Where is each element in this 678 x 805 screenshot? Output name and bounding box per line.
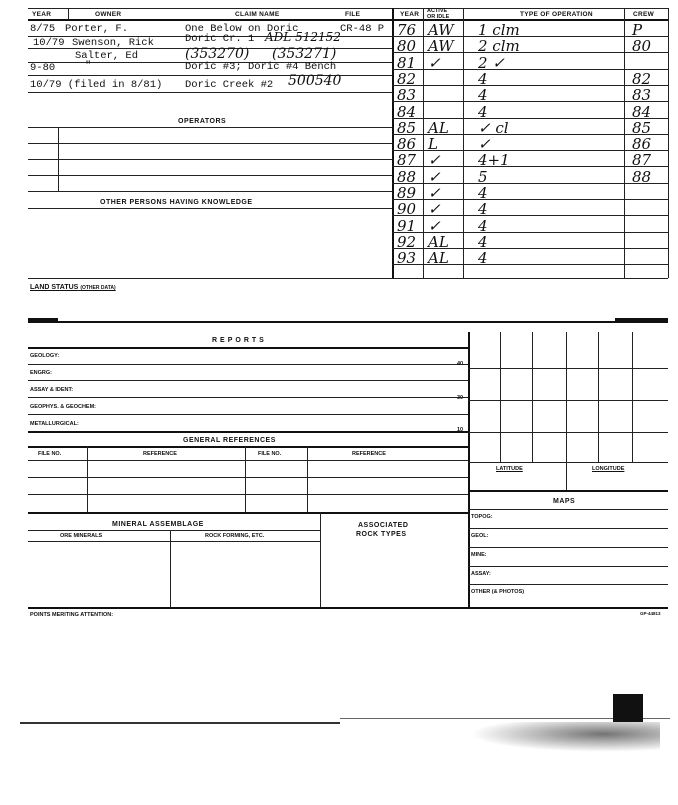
- map-row-assay: ASSAY:: [471, 571, 491, 577]
- activity-type: 5: [478, 168, 488, 186]
- owner-row-claim: Doric Creek #2: [185, 79, 274, 91]
- section-rule: [468, 490, 668, 492]
- row-rule: [28, 208, 392, 209]
- col-rule: [463, 8, 464, 278]
- row-rule: [468, 528, 668, 529]
- activity-year: 82: [397, 70, 417, 88]
- activity-year: 86: [397, 135, 417, 153]
- activity-type: 4+1: [478, 151, 510, 169]
- activity-status: ✓: [428, 184, 441, 202]
- rock-types-label: ROCK TYPES: [356, 531, 407, 538]
- col-rule: [668, 8, 669, 278]
- owner-row-claim: Doric Cr. 1: [185, 33, 255, 45]
- row-rule: [28, 143, 392, 144]
- activity-type: 4: [478, 86, 488, 104]
- owner-row-claim: One Below on Doric: [185, 23, 299, 35]
- row-rule: [28, 191, 392, 192]
- activity-crew: P: [632, 21, 643, 39]
- activity-status: ✓: [428, 54, 441, 72]
- scan-smudge: [470, 722, 660, 752]
- owner-row-owner: Swenson, Rick: [72, 37, 154, 49]
- activity-rule: [392, 215, 668, 216]
- grid-rule: [632, 332, 633, 462]
- activity-type: 4: [478, 249, 488, 267]
- activity-rule: [392, 85, 668, 86]
- report-row-assay: ASSAY & IDENT:: [30, 387, 74, 393]
- row-rule: [28, 460, 468, 461]
- activity-status: AW: [428, 37, 454, 55]
- row-rule: [468, 547, 668, 548]
- col-header-active: ACTIVE: [427, 8, 448, 14]
- grid-rule: [468, 462, 668, 463]
- row-rule: [468, 509, 668, 510]
- owner-row-handwritten: 500540: [288, 73, 342, 89]
- row-rule: [28, 92, 392, 93]
- activity-year: 83: [397, 86, 417, 104]
- general-references-title: GENERAL REFERENCES: [183, 437, 276, 444]
- owner-row-handwritten: (353271): [272, 46, 337, 62]
- col-header-crew: CREW: [633, 11, 655, 18]
- activity-year: 92: [397, 233, 417, 251]
- row-rule: [468, 584, 668, 585]
- owner-row-year: 10/79 (filed in 8/81): [30, 79, 163, 91]
- col-rule: [307, 446, 308, 512]
- row-rule: [28, 477, 468, 478]
- owner-row-claim: Doric #3; Doric #4 Bench: [185, 61, 337, 73]
- grid-rule: [468, 432, 668, 433]
- row-rule: [468, 566, 668, 567]
- owner-row-handwritten: ADL 512152: [265, 30, 341, 44]
- ref-col-reference: REFERENCE: [143, 451, 177, 457]
- activity-type: 2 clm: [478, 37, 520, 55]
- activity-status: ✓: [428, 168, 441, 186]
- col-header-year-activity: YEAR: [400, 11, 420, 18]
- col-rule: [320, 512, 321, 608]
- col-header-file: FILE: [345, 11, 361, 18]
- owner-row-year: 8/75: [30, 23, 56, 35]
- activity-type: 4: [478, 200, 488, 218]
- activity-year: 89: [397, 184, 417, 202]
- top-border: [28, 8, 668, 9]
- row-rule: [28, 494, 468, 495]
- report-row-metallurgical: METALLURGICAL:: [30, 421, 79, 427]
- activity-crew: 85: [632, 119, 652, 137]
- owner-row-handwritten: (353270): [185, 46, 250, 62]
- map-row-mine: MINE:: [471, 552, 487, 558]
- land-status-label: [30, 284, 116, 291]
- activity-year: 80: [397, 37, 417, 55]
- activity-crew: 87: [632, 151, 652, 169]
- col-header-year: YEAR: [32, 11, 52, 18]
- activity-rule: [392, 69, 668, 70]
- activity-crew: 84: [632, 103, 652, 121]
- col-rule: [87, 446, 88, 512]
- row-rule: [28, 530, 320, 531]
- maps-title: MAPS: [553, 498, 576, 505]
- map-row-geol: GEOL:: [471, 533, 489, 539]
- row-rule: [28, 414, 468, 415]
- activity-rule: [392, 52, 668, 53]
- activity-type: 4: [478, 70, 488, 88]
- section-rule: [28, 607, 668, 609]
- ref-col-file-no: FILE NO.: [38, 451, 62, 457]
- ref-col-reference-2: REFERENCE: [352, 451, 386, 457]
- grid-rule: [468, 368, 668, 369]
- section-rule: [28, 446, 468, 448]
- points-meriting-attention-label: POINTS MERITING ATTENTION:: [30, 612, 114, 618]
- report-mark: 10: [457, 427, 464, 433]
- activity-status: L: [428, 135, 438, 153]
- row-rule: [28, 159, 392, 160]
- activity-status: ✓: [428, 217, 441, 235]
- activity-year: 81: [397, 54, 417, 72]
- operators-label: OPERATORS: [178, 118, 227, 125]
- map-row-other: OTHER (& PHOTOS): [471, 589, 525, 595]
- header-underline: [28, 19, 668, 21]
- activity-rule: [392, 166, 668, 167]
- activity-crew: 86: [632, 135, 652, 153]
- owner-row-owner: Salter, Ed: [75, 50, 139, 62]
- activity-year: 93: [397, 249, 417, 267]
- scan-blot: [613, 694, 643, 722]
- row-rule: [28, 380, 468, 381]
- activity-year: 88: [397, 168, 417, 186]
- report-mark: 40: [457, 361, 464, 367]
- row-rule: [28, 278, 668, 279]
- latitude-label: LATITUDE: [496, 466, 523, 472]
- report-row-engrg: ENGRG:: [30, 370, 52, 376]
- activity-crew: 80: [632, 37, 652, 55]
- col-rule: [624, 8, 625, 278]
- land-status-label-text: LAND STATUS: [30, 284, 79, 291]
- ore-minerals-label: ORE MINERALS: [60, 533, 103, 539]
- row-rule: [28, 541, 320, 542]
- col-header-or-idle: OR IDLE: [427, 14, 450, 20]
- activity-type: 2 ✓: [478, 54, 505, 72]
- section-rule: [28, 512, 468, 514]
- row-rule: [28, 175, 392, 176]
- report-row-geophys: GEOPHYS. & GEOCHEM:: [30, 404, 97, 410]
- activity-year: 76: [397, 21, 417, 39]
- activity-status: AW: [428, 21, 454, 39]
- grid-rule: [532, 332, 533, 462]
- activity-type: 4: [478, 217, 488, 235]
- activity-type: ✓ cl: [478, 119, 509, 137]
- activity-type: 4: [478, 103, 488, 121]
- activity-year: 90: [397, 200, 417, 218]
- activity-type: 1 clm: [478, 21, 520, 39]
- activity-crew: 83: [632, 86, 652, 104]
- col-header-type-of-operation: TYPE OF OPERATION: [520, 11, 593, 18]
- activity-status: ✓: [428, 200, 441, 218]
- activity-rule: [392, 101, 668, 102]
- col-rule: [423, 8, 424, 278]
- report-mark: 30: [457, 395, 464, 401]
- grid-rule: [468, 400, 668, 401]
- owner-row-year: 10/79: [33, 37, 65, 49]
- section-rule: [28, 431, 468, 433]
- col-rule: [170, 530, 171, 608]
- activity-year: 84: [397, 103, 417, 121]
- scan-streak: [20, 722, 340, 724]
- activity-crew: 82: [632, 70, 652, 88]
- land-status-sub: (OTHER DATA): [80, 285, 116, 291]
- activity-status: AL: [428, 233, 449, 251]
- scan-mark: [615, 318, 668, 322]
- map-row-topog: TOPOG:: [471, 514, 493, 520]
- activity-type: ✓: [478, 135, 491, 153]
- col-header-owner: OWNER: [95, 11, 122, 18]
- ref-col-file-no-2: FILE NO.: [258, 451, 282, 457]
- row-rule: [28, 127, 392, 128]
- other-persons-label: OTHER PERSONS HAVING KNOWLEDGE: [100, 199, 253, 206]
- activity-type: 4: [478, 184, 488, 202]
- col-header-claim-name: CLAIM NAME: [235, 11, 280, 18]
- col-rule: [68, 8, 69, 20]
- associated-label: ASSOCIATED: [358, 522, 409, 529]
- activity-year: 87: [397, 151, 417, 169]
- col-rule: [245, 446, 246, 512]
- rock-forming-label: ROCK FORMING, ETC.: [205, 533, 265, 539]
- owner-row-owner: ": [85, 60, 92, 72]
- grid-rule: [598, 332, 599, 462]
- activity-year: 91: [397, 217, 417, 235]
- activity-status: ✓: [428, 151, 441, 169]
- mineral-assemblage-title: MINERAL ASSEMBLAGE: [112, 521, 204, 528]
- activity-type: 4: [478, 233, 488, 251]
- activity-year: 85: [397, 119, 417, 137]
- col-rule-main: [392, 8, 394, 278]
- owner-row-owner: Porter, F.: [65, 23, 129, 35]
- activity-crew: 88: [632, 168, 652, 186]
- row-rule: [28, 397, 468, 398]
- report-row-geology: GEOLOGY:: [30, 353, 60, 359]
- grid-rule: [566, 332, 567, 490]
- activity-rule: [392, 264, 668, 265]
- reports-title: REPORTS: [212, 337, 267, 344]
- section-rule: [28, 321, 668, 323]
- row-rule: [28, 364, 468, 365]
- activity-status: AL: [428, 119, 449, 137]
- grid-rule: [500, 332, 501, 462]
- owner-row-year: 9-80: [30, 62, 56, 74]
- longitude-label: LONGITUDE: [592, 466, 625, 472]
- form-number: GP-44813: [640, 611, 661, 616]
- activity-status: AL: [428, 249, 449, 267]
- section-rule: [28, 347, 468, 349]
- owner-row-file: CR-48 P: [340, 23, 385, 35]
